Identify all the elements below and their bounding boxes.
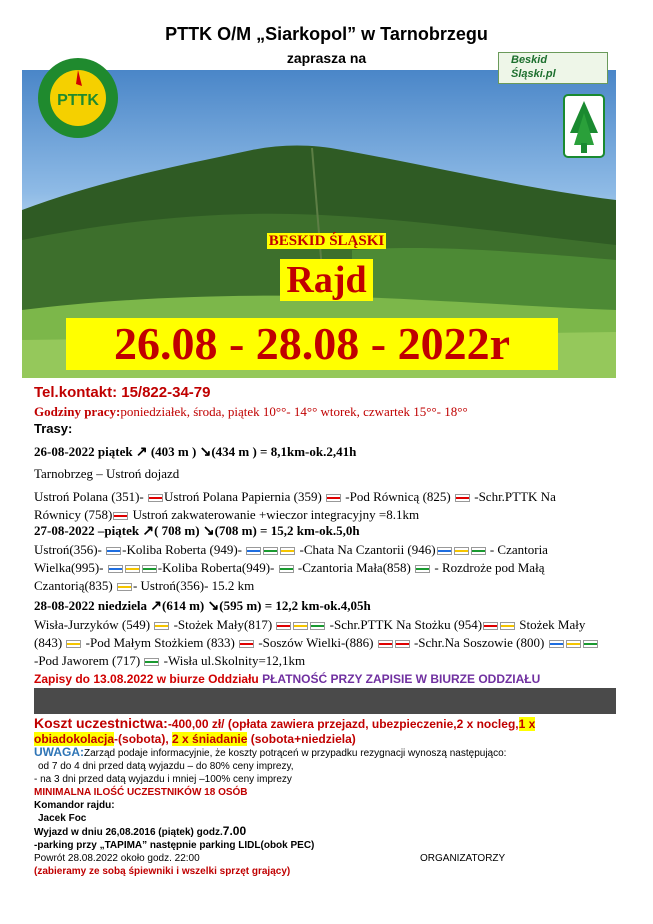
yellow-trail-icon [566,640,581,648]
red-trail-icon [326,494,341,502]
route-text: Wisła-Jurzyków (549) [34,617,154,632]
day1-header [34,444,356,461]
notice [34,746,614,878]
red-trail-icon [378,640,393,648]
signup-info [34,672,540,686]
beskid-logo-line1: Beskid [511,54,548,66]
yellow-trail-icon [293,622,308,630]
notice-line1: od 7 do 4 dni przed datą wyjazdu – do 80% ceny imprezy, [38,761,294,772]
route-text: - Ustroń(356)- 15.2 km [132,578,255,593]
signup-payment: PŁATNOŚĆ PRZY ZAPISIE W BIURZE ODDZIAŁU [262,672,541,686]
route-text: Stożek Mały [516,617,586,632]
day1-ascent: (403 m ) [150,444,197,459]
red-trail-icon [455,494,470,502]
event-dates: 26.08 - 28.08 - 2022r [66,318,558,370]
blue-trail-icon [437,547,452,555]
arrow-up-icon: ↗ [142,524,155,539]
departure-label: Wyjazd w dniu 26,08.2016 (piątek) godz. [34,827,223,838]
red-trail-icon [276,622,291,630]
route-text: (843) [34,635,66,650]
beskid-logo-line2: Śląski.pl [511,68,556,80]
route-text: -Pod Małym Stożkiem (833) [82,635,239,650]
min-participants: MINIMALNA ILOŚĆ UCZESTNIKÓW 18 OSÓB [34,787,248,798]
routes-heading: Trasy: [34,421,73,436]
day1-line1: Tarnobrzeg – Ustroń dojazd [34,466,180,481]
route-text: -Schr.Na Soszowie (800) [410,635,548,650]
blue-trail-icon [106,547,121,555]
red-trail-icon [148,494,163,502]
route-text: -Koliba Roberta (949)- [122,542,246,557]
blue-trail-icon [549,640,564,648]
arrow-down-icon: ↘ [207,599,220,614]
route-text: Równicy (758) [34,507,113,522]
route-text: Wielka(995)- [34,560,107,575]
tree-emblem-icon [562,93,606,159]
route-text: Ustroń Polana (351)- [34,489,148,504]
commander-name: Jacek Foc [38,813,87,824]
route-text: Ustroń Polana Papiernia (359) [164,489,326,504]
signup-deadline: Zapisy do 13.08.2022 w biurze Oddziału [34,672,263,686]
day2-ascent: ( 708 m) [154,523,200,538]
red-trail-icon [395,640,410,648]
arrow-down-icon: ↘ [202,524,215,539]
departure-time: 7.00 [222,824,247,838]
route-text: -Chata Na Czantorii (946) [296,542,436,557]
blue-trail-icon [246,547,261,555]
yellow-trail-icon [154,622,169,630]
contact-phone: Tel.kontakt: 15/822-34-79 [34,384,211,401]
day1-route [34,488,619,524]
yellow-trail-icon [500,622,515,630]
day3-descent: (595 m) = 12,2 km-ok.4,05h [219,598,371,613]
route-text: -Soszów Wielki-(886) [255,635,377,650]
green-trail-icon [415,565,430,573]
commander-label: Komandor rajdu: [34,800,115,811]
cost-dinner: 1 x obiadokolacja [34,717,536,746]
cost-end: (sobota+niedziela) [247,732,356,746]
arrow-up-icon: ↗ [135,445,148,460]
day2-header [34,523,360,540]
cost-info [34,716,614,747]
office-hours [34,404,468,420]
blue-trail-icon [108,565,123,573]
red-trail-icon [483,622,498,630]
hours-text: poniedziałek, środa, piątek 10°°- 14°° wtorek, czwartek 15°°- 18°° [120,404,468,419]
red-trail-icon [239,640,254,648]
event-region [0,233,653,250]
page-title: PTTK O/M „Siarkopol” w Tarnobrzegu [165,24,488,44]
day2-descent: (708 m) = 15,2 km-ok.5,0h [214,523,360,538]
svg-text:PTTK: PTTK [57,92,99,109]
day3-date: 28-08-2022 niedziela [34,598,148,613]
cost-breakfast: 2 x śniadanie [172,732,248,746]
route-text: Czantorią(835) [34,578,116,593]
green-trail-icon [310,622,325,630]
day3-ascent: (614 m) [162,598,205,613]
red-trail-icon [113,512,128,520]
cost-label: Koszt uczestnictwa: [34,715,168,731]
notice-label: UWAGA: [34,745,84,759]
organizers-label: ORGANIZATORZY [420,853,506,864]
pttk-logo [36,56,120,140]
event-region-text: BESKID ŚLĄSKI [268,233,385,249]
day2-date: 27-08-2022 –piątek [34,523,140,538]
route-text: -Schr.PTTK Na [470,489,556,504]
route-text: - Rozdroże pod Małą [431,560,545,575]
return-info: Powrót 28.08.2022 około godz. 22:00 [34,853,200,864]
green-trail-icon [471,547,486,555]
day3-header [34,598,371,615]
day3-route [34,616,619,670]
yellow-trail-icon [280,547,295,555]
page-subtitle: zaprasza na [286,50,367,66]
yellow-trail-icon [66,640,81,648]
yellow-trail-icon [454,547,469,555]
divider-bar [34,688,616,714]
route-text: -Schr.PTTK Na Stożku (954) [326,617,483,632]
green-trail-icon [142,565,157,573]
day1-date: 26-08-2022 piątek [34,444,133,459]
day2-route [34,541,619,595]
route-text: -Pod Równicą (825) [342,489,454,504]
route-text: -Pod Jaworem (717) [34,653,144,668]
green-trail-icon [144,658,159,666]
route-text: -Wisła ul.Skolnity=12,1km [160,653,306,668]
hours-label: Godziny pracy: [34,404,121,419]
yellow-trail-icon [125,565,140,573]
arrow-down-icon: ↘ [199,445,212,460]
event-name [0,258,653,302]
day1-descent: (434 m ) = 8,1km-ok.2,41h [211,444,357,459]
cost-amount: -400,00 zł/ (opłata zawiera przejazd, ubezpieczenie,2 x nocleg, [167,717,519,731]
parking-info: -parking przy „TAPIMA” następnie parking LIDL(obok PEC) [34,840,315,851]
route-text: -Koliba Roberta(949)- [157,560,278,575]
green-trail-icon [279,565,294,573]
route-text: - Czantoria [486,542,548,557]
route-text: Ustroń(356)- [34,542,106,557]
route-text: -Czantoria Mała(858) [294,560,415,575]
green-trail-icon [263,547,278,555]
yellow-trail-icon [117,583,132,591]
notice-line2: - na 3 dni przed datą wyjazdu i mniej –100% ceny imprezy [34,774,292,785]
notice-text: Zarząd podaje informacyjnie, że koszty potrąceń w przypadku rezygnacji wynoszą następująco: [84,748,507,759]
bring-info: (zabieramy ze sobą śpiewniki i wszelki sprzęt grający) [34,866,291,877]
event-name-text: Rajd [280,259,372,301]
beskid-slaski-logo [498,52,608,84]
green-trail-icon [583,640,598,648]
route-text: -Stożek Mały(817) [170,617,276,632]
arrow-up-icon: ↗ [150,599,162,614]
cost-mid: -(sobota), [114,732,173,746]
route-text: Ustroń zakwaterowanie +wieczor integracyjny =8.1km [129,507,420,522]
